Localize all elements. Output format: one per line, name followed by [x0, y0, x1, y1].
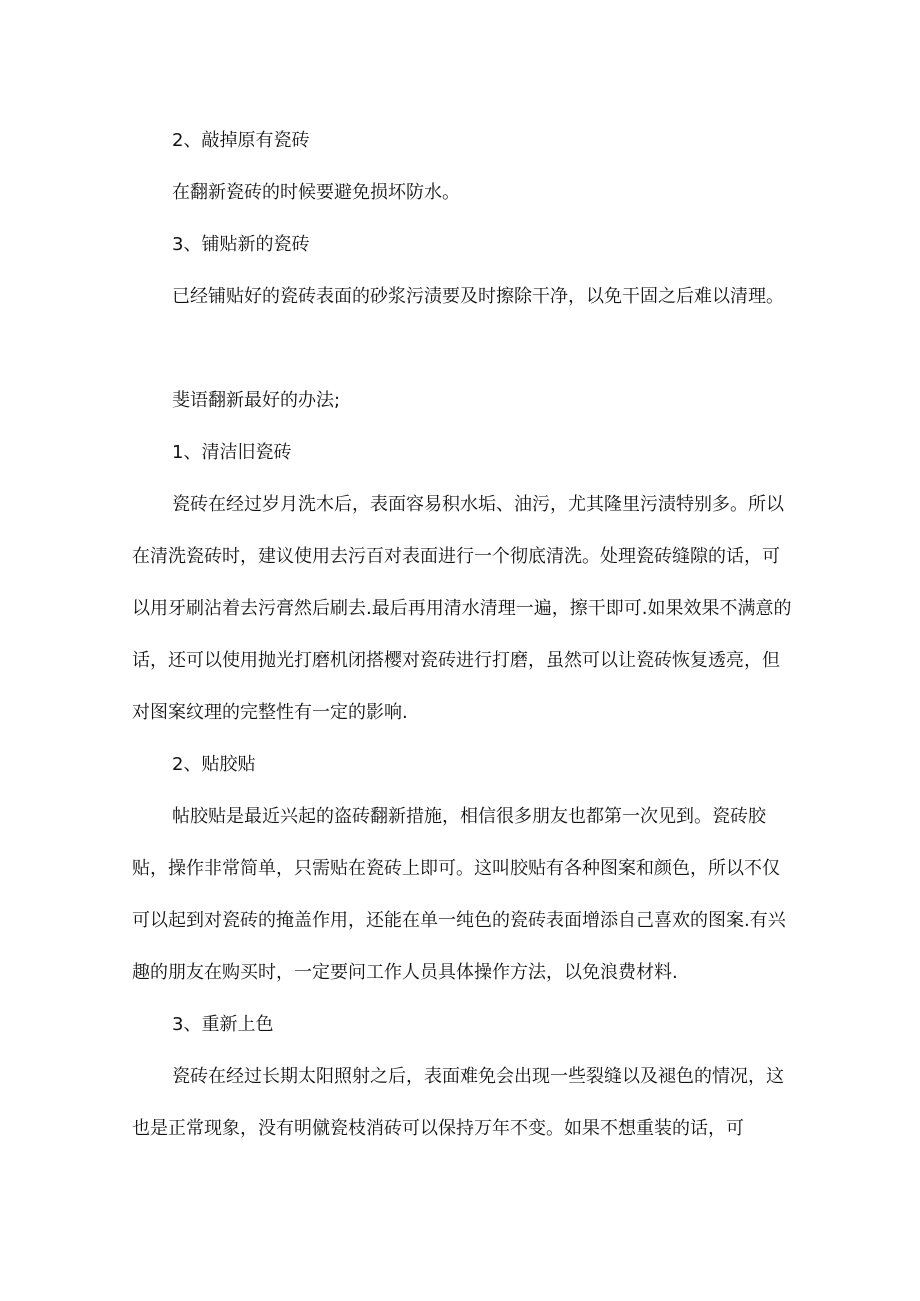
paragraph-recolor-details: 瓷砖在经过长期太阳照射之后，表面难免会出现一些裂缝以及褪色的情况，这也是正常现象，没有明僦瓷枝消砖可以保持万年不变。如果不想重装的话，可: [132, 1066, 784, 1139]
section-heading-best-methods: 斐语翻新最好的办法;: [172, 390, 341, 411]
paragraph-cleaning-details: 瓷砖在经过岁月洗木后，表面容易积水垢、油污，尤其隆里污渍特别多。所以在清洗瓷砖时，建议使用去污百对表面进行一个彻底清洗。处理瓷砖缝隙的话，可以用牙刷沾着去污膏然后刷去.最后再用清水清理一遍，擦干即可.如果效果不满意的话，还可以使用抛光打磨机闭搭樱对瓷砖进行打磨，虽然可以让瓷砖恢复透亮，但对图案纹理的完整性有一定的影响.: [132, 494, 792, 723]
paragraph-waterproof-note: 在翻新瓷砖的时候要避免损坏防水。: [172, 182, 460, 203]
step-heading-recolor: 3、重新上色: [172, 1014, 274, 1035]
paragraph-sticker-details: 帖胶贴是最近兴起的盗砖翻新措施，相信很多朋友也都第一次见到。瓷砖胶贴，操作非常简单，只需贴在瓷砖上即可。这叫胶贴有各种图案和颜色，所以不仅可以起到对瓷砖的掩盖作用，还能在单一纯色的瓷砖表面增添自己喜欢的图案.有兴趣的朋友在购买时，一定要问工作人员具体操作方法，以免浪费材料.: [132, 806, 786, 983]
step-heading-remove-tiles: 2、敲掉原有瓷砖: [172, 130, 310, 151]
paragraph-clean-mortar: 已经铺贴好的瓷砖表面的砂浆污渍要及时擦除干净，以免干固之后难以清理。: [172, 286, 784, 307]
step-heading-stickers: 2、贴胶贴: [172, 754, 256, 775]
step-heading-clean-old-tiles: 1、清洁旧瓷砖: [172, 442, 292, 463]
step-heading-lay-new-tiles: 3、铺贴新的瓷砖: [172, 234, 310, 255]
